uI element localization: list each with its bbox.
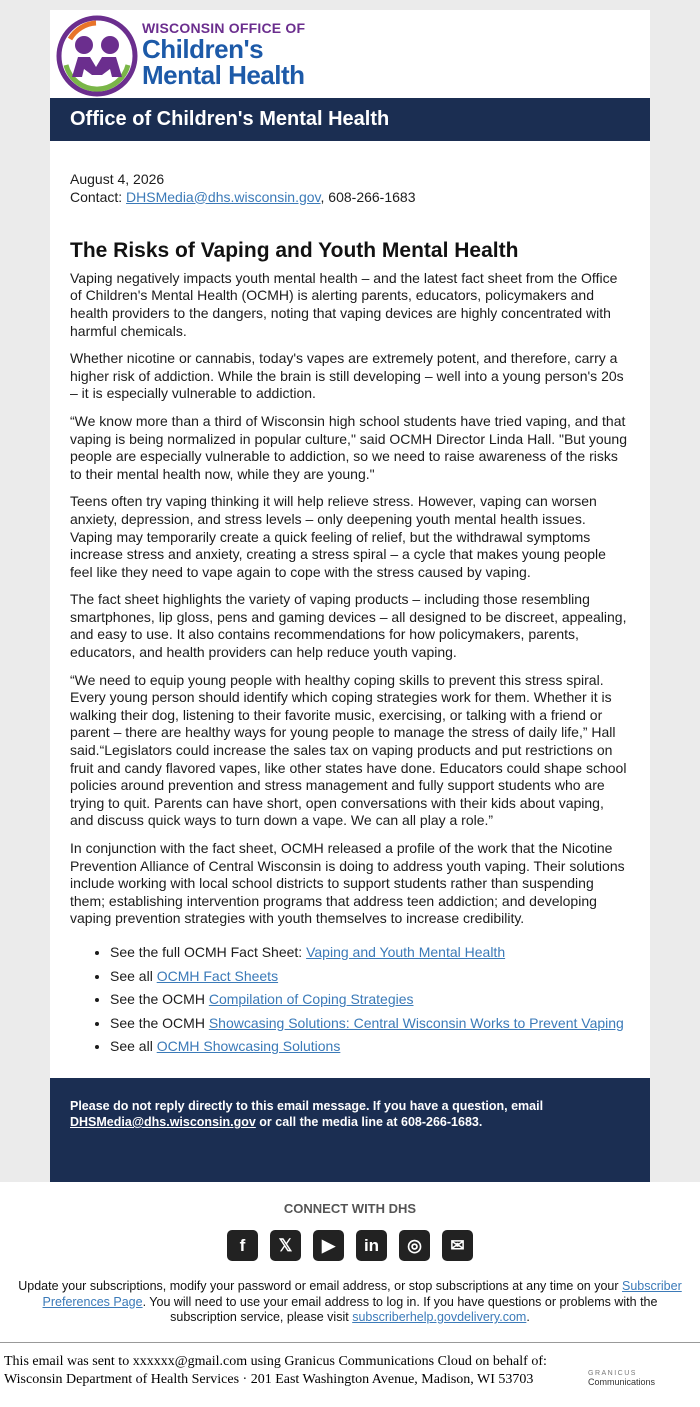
logo-wordmark: [142, 20, 305, 88]
list-item: • See the OCMH Compilation of Coping Strategies: [110, 991, 630, 1009]
paragraph: “We need to equip young people with healthy coping skills to prevent this stress spiral. Every young person should identify which coping strategies work for them. Whether it is walking their dog, listening to their favorite music, exercising, or talking with a friend or parent – there are healthy ways for young people to manage the stress of daily life,” Hall said.“Legislators could increase the sales tax on vaping products and put restrictions on fruit and candy flavored vapes, like other states have done. Educators could shape school policies around prevention and stress management and fully support students who are trying to quit. Parents can have short, open conversations with their kids about vaping, and discuss quick ways to turn down a vape. We can all play a role.”: [70, 671, 627, 829]
subscription-text: Update your subscriptions, modify your password or email address, or stop subscriptions at any time on your Subscriber Preferences Page. You will need to use your email address to log in. If you have questions or problems with the subscription service, please visit subscriberhelp.govdelivery.com.: [18, 1279, 682, 1324]
article-body: [50, 141, 650, 1090]
list-item: • See all OCMH Fact Sheets: [110, 968, 630, 986]
subscriber-help-link[interactable]: subscriberhelp.govdelivery.com: [352, 1310, 527, 1324]
paragraph: “We know more than a third of Wisconsin high school students have tried vaping, and that vaping is being normalized in popular culture," said OCMH Director Linda Hall. "But young people are especially vulnerable to addiction, so we need to raise awareness of the risks to their mental health now, while they are young.": [70, 412, 627, 482]
contact-label: Contact:: [70, 188, 127, 205]
list-item: • See the OCMH Showcasing Solutions: Central Wisconsin Works to Prevent Vaping: [110, 1015, 630, 1033]
email-icon[interactable]: ✉: [442, 1230, 473, 1261]
list-item: • See the full OCMH Fact Sheet: Vaping and Youth Mental Health: [110, 944, 630, 962]
media-email-link[interactable]: DHSMedia@dhs.wisconsin.gov: [70, 1115, 256, 1129]
linkedin-icon[interactable]: in: [356, 1230, 387, 1261]
sender-text: This email was sent to xxxxxx@gmail.com using Granicus Communications Cloud on behalf of: Wisconsin Department of Health Services · 201 East Washington Avenue, Madison, WI 53703: [4, 1354, 547, 1387]
connect-section: [0, 1182, 700, 1342]
paragraph: In conjunction with the fact sheet, OCMH released a profile of the work that the Nicotine Prevention Alliance of Central Wisconsin is doing to address youth vaping. Their solutions include working with local school districts to support students rather than suspending them; establishing intervention programs that address teen addiction; and developing vaping prevention strategies with youth themselves to increase credibility.: [70, 840, 625, 927]
email-card: [50, 10, 650, 1090]
sender-footer: [0, 1342, 700, 1407]
coping-strategies-link[interactable]: Compilation of Coping Strategies: [208, 991, 414, 1008]
logo-line1: WISCONSIN OFFICE OF: [142, 20, 306, 36]
granicus-logo: GRANICUS Communications: [588, 1370, 656, 1387]
contact-email-link[interactable]: DHSMedia@dhs.wisconsin.gov: [126, 188, 321, 205]
reply-notice: Please do not reply directly to this email message. If you have a question, email DHSMedia@dhs.wisconsin.gov or call the media line at 608-266-1683.: [50, 1078, 650, 1190]
subscriber-preferences-link[interactable]: Subscriber Preferences Page: [42, 1279, 682, 1309]
paragraph: Teens often try vaping thinking it will help relieve stress. However, vaping can worsen anxiety, depression, and stress levels – only deepening youth mental health issues. Vaping may temporarily create a quick feeling of relief, but the withdrawal symptoms increase stress and anxiety, creating a stress spiral – a cycle that makes young people feel like they need to vape again to cope with the stress caused by vaping.: [70, 493, 606, 580]
facebook-icon[interactable]: f: [227, 1230, 258, 1261]
fact-sheets-link[interactable]: OCMH Fact Sheets: [156, 967, 279, 984]
banner-title: Office of Children's Mental Health: [50, 98, 650, 141]
paragraph: Whether nicotine or cannabis, today's vapes are extremely potent, and therefore, carry a higher risk of addiction. While the brain is still developing – well into a young person's 20s – it is especially vulnerable to addiction.: [70, 350, 624, 402]
connect-title: CONNECT WITH DHS: [283, 1201, 417, 1216]
ocmh-logo-icon: [56, 15, 138, 97]
instagram-icon[interactable]: ◎: [399, 1230, 430, 1261]
release-date: August 4, 2026: [70, 171, 165, 187]
logo-line3: Mental Health: [142, 60, 305, 90]
showcasing-solutions-link[interactable]: OCMH Showcasing Solutions: [156, 1038, 341, 1055]
contact-phone: , 608-266-1683: [320, 188, 416, 205]
article-headline: The Risks of Vaping and Youth Mental Health: [70, 239, 519, 263]
list-item: • See all OCMH Showcasing Solutions: [110, 1038, 630, 1056]
youtube-icon[interactable]: ▶: [313, 1230, 344, 1261]
social-icons: [0, 1230, 700, 1261]
paragraph: The fact sheet highlights the variety of vaping products – including those resembling smartphones, lip gloss, pens and gaming devices – all designed to be discreet, appealing, and easy to use. It also contains recommendations for how policymakers, parents, educators, and health providers can help reduce youth vaping.: [70, 591, 627, 661]
paragraph: Vaping negatively impacts youth mental health – and the latest fact sheet from the Office of Children's Mental Health (OCMH) is alerting parents, educators, policymakers and health providers to the dangers, noting that vaping devices are highly concentrated with harmful chemicals.: [70, 269, 618, 339]
resource-links: [70, 944, 630, 1056]
fact-sheet-link[interactable]: Vaping and Youth Mental Health: [306, 943, 506, 960]
logo-line2: Children's: [142, 34, 264, 64]
contact-line: [70, 189, 630, 207]
showcasing-solution-link[interactable]: Showcasing Solutions: Central Wisconsin Works to Prevent Vaping: [208, 1014, 624, 1031]
header-logo: [50, 10, 650, 98]
x-icon[interactable]: 𝕏: [270, 1230, 301, 1261]
